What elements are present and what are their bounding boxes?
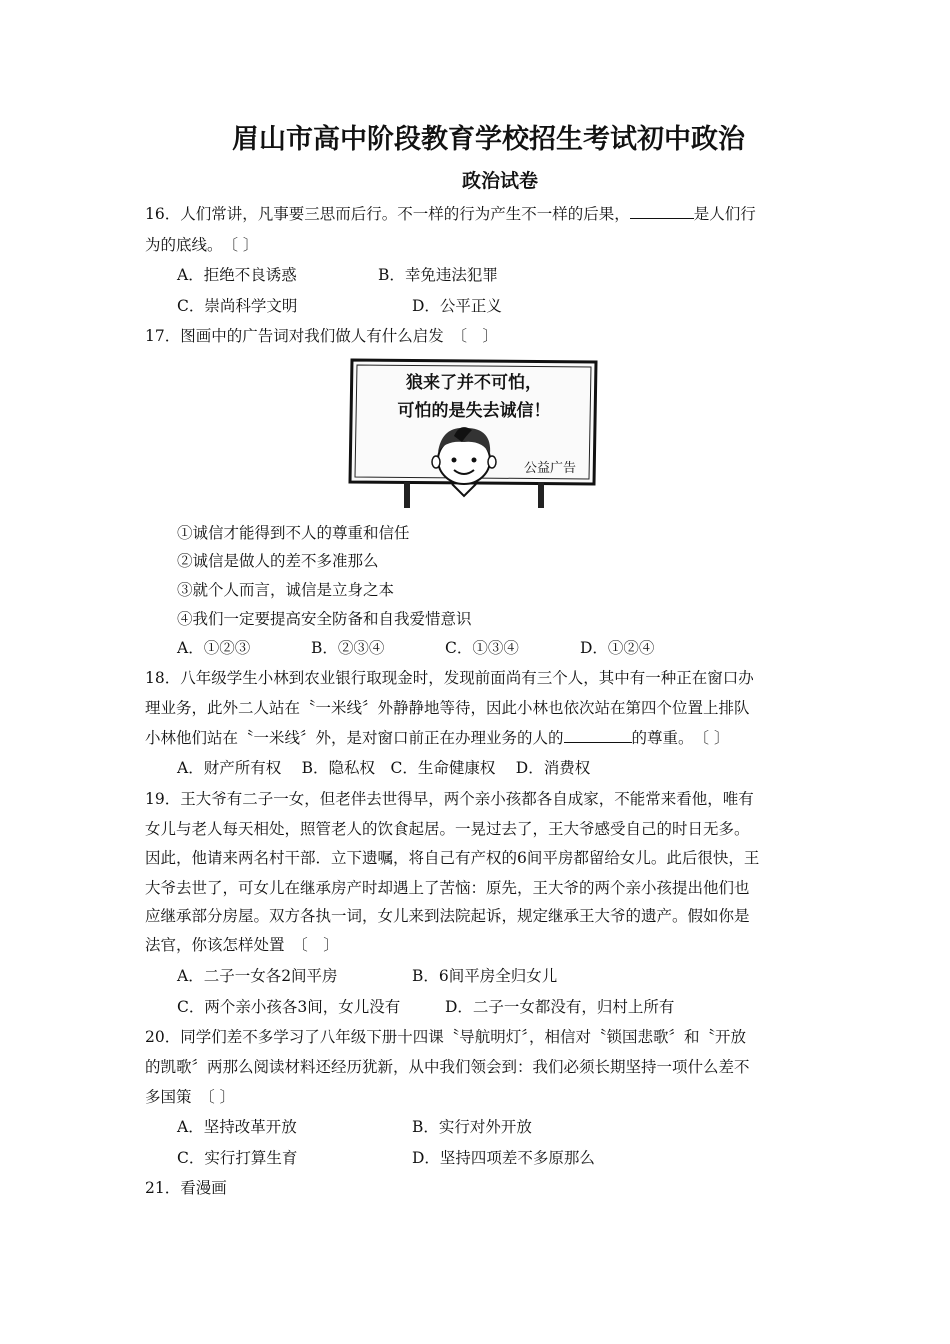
answer-blank	[630, 204, 694, 219]
poster-line2: 可怕的是失去诚信！	[397, 401, 551, 421]
q19-stem-line1: 19．王大爷有二子一女，但老伴去世得早，两个亲小孩都各自成家，不能常来看他，唯有	[145, 790, 754, 808]
q18-stem-line2: 理业务，此外二人站在〝一米线〞外静静地等待，因此小林也依次站在第四个位置上排队	[145, 699, 750, 717]
q16-stem-line1: 16．人们常讲，凡事要三思而后行。不一样的行为产生不一样的后果， 是人们行	[145, 205, 756, 223]
q17-stem: 17．图画中的广告词对我们做人有什么启发 〔 〕	[145, 327, 498, 345]
poster-line1: 狼来了并不可怕，	[406, 373, 542, 393]
q20-stem-line3: 多国策 〔 〕	[145, 1088, 236, 1106]
q17-statement-4: ④我们一定要提高安全防备和自我爱惜意识	[177, 610, 472, 628]
q18-options: A．财产所有权 B．隐私权 C．生命健康权 D．消费权	[177, 759, 591, 777]
q19-stem-line2: 女儿与老人每天相处，照管老人的饮食起居。一晃过去了，王大爷感受自己的时日无多。	[145, 820, 750, 838]
answer-blank	[564, 728, 632, 743]
q19-stem-line4: 大爷去世了，可女儿在继承房产时却遇上了苦恼：原先，王大爷的两个亲小孩提出他们也	[145, 879, 750, 897]
q16-stem-line2: 为的底线。 〔 〕	[145, 236, 259, 254]
q19-stem-line6: 法官，你该怎样处置 〔 〕	[145, 936, 339, 954]
q17-statement-2: ②诚信是做人的差不多准那么	[177, 552, 379, 570]
q20-option-b: B．实行对外开放	[412, 1118, 532, 1136]
q18-stem-line1: 18．八年级学生小林到农业银行取现金时，发现前面尚有三个人，其中有一种正在窗口办	[145, 669, 754, 687]
page-title: 眉山市高中阶段教育学校招生考试初中政治	[232, 124, 745, 155]
q19-stem-line5: 应继承部分房屋。双方各执一词，女儿来到法院起诉，规定继承王大爷的遗产。假如你是	[145, 907, 750, 925]
public-service-poster-image	[346, 356, 600, 508]
q17-statement-3: ③就个人而言，诚信是立身之本	[177, 581, 395, 599]
q20-stem-line1: 20．同学们差不多学习了八年级下册十四课〝导航明灯〞，相信对〝锁国悲歌〞和〝开放	[145, 1028, 746, 1046]
q17-option-d: D．①②④	[580, 639, 655, 657]
q17-option-a: A．①②③	[177, 639, 251, 657]
q18-stem-line3: 小林他们站在〝一米线〞外，是对窗口前正在办理业务的人的 的尊重。 〔 〕	[145, 729, 730, 747]
q17-option-c: C．①③④	[445, 639, 519, 657]
q20-stem-line2: 的凯歌〞两那么阅读材料还经历犹新，从中我们领会到：我们必须长期坚持一项什么差不	[145, 1058, 750, 1076]
q20-option-d: D．坚持四项差不多原那么	[412, 1149, 595, 1167]
q19-option-d: D．二子一女都没有，归村上所有	[445, 998, 675, 1016]
page-subtitle: 政治试卷	[461, 170, 538, 192]
q19-option-a: A．二子一女各2间平房	[177, 967, 338, 985]
q16-option-a: A．拒绝不良诱惑	[177, 266, 297, 284]
poster-tag: 公益广告	[524, 461, 577, 476]
q20-option-a: A．坚持改革开放	[177, 1118, 297, 1136]
q19-stem-line3: 因此，他请来两名村干部．立下遗嘱，将自己有产权的6间平房都留给女儿。此后很快，王	[145, 849, 760, 867]
q16-option-c: C．崇尚科学文明	[177, 297, 298, 315]
q17-statement-1: ①诚信才能得到不人的尊重和信任	[177, 524, 410, 542]
q21-stem: 21．看漫画	[145, 1179, 227, 1197]
q16-option-b: B．幸免违法犯罪	[378, 266, 498, 284]
q19-option-b: B．6间平房全归女儿	[412, 967, 558, 985]
q20-option-c: C．实行打算生育	[177, 1149, 298, 1167]
q16-option-d: D．公平正义	[412, 297, 502, 315]
q17-option-b: B．②③④	[311, 639, 385, 657]
q19-option-c: C．两个亲小孩各3间，女儿没有	[177, 998, 401, 1016]
